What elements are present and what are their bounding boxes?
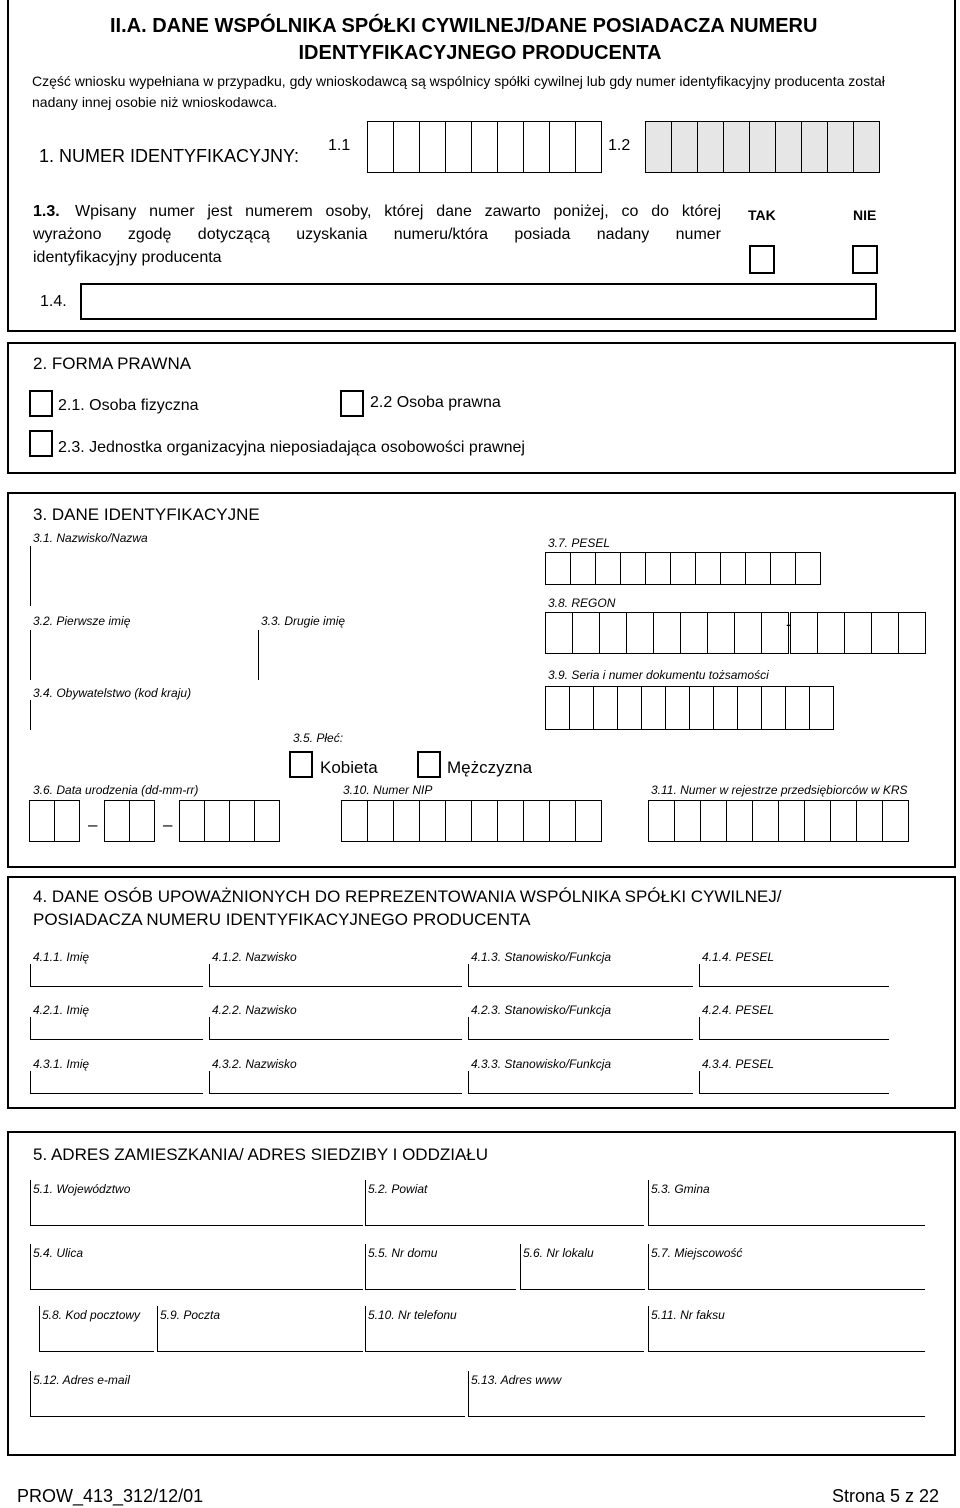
address-field-input-f510[interactable] <box>365 1306 644 1352</box>
representative-field-label: 4.3.4. PESEL <box>702 1057 775 1071</box>
field-divider <box>258 630 259 680</box>
kobieta-label: Kobieta <box>320 758 378 777</box>
krs-digit-cell[interactable] <box>752 800 779 842</box>
producer-id-digit-cell[interactable] <box>419 121 446 173</box>
consent-question-line3: identyfikacyjny producenta <box>33 249 222 266</box>
birth-date-digit-cell[interactable] <box>54 800 80 842</box>
pesel-digit-cell[interactable] <box>720 552 746 585</box>
representative-field-label: 4.1.2. Nazwisko <box>212 950 297 964</box>
address-field-label-f57: 5.7. Miejscowość <box>651 1246 743 1260</box>
address-field-input-f57[interactable] <box>648 1244 925 1290</box>
id-document-char-cell[interactable] <box>785 686 810 730</box>
id-document-char-cell[interactable] <box>689 686 714 730</box>
nip-digit-cell[interactable] <box>341 800 368 842</box>
field-1-4-label: 1.4. <box>40 293 67 310</box>
producer-id-digit-cell[interactable] <box>367 121 394 173</box>
address-field-input-f511[interactable] <box>648 1306 925 1352</box>
pesel-label: 3.7. PESEL <box>548 536 611 550</box>
representative-field-label: 4.2.2. Nazwisko <box>212 1003 297 1017</box>
regon-digit-cell[interactable] <box>680 612 708 654</box>
birth-date-digit-cell[interactable] <box>129 800 155 842</box>
producer-id-digit-cell[interactable] <box>853 121 880 173</box>
producer-id-part1-label: 1.1 <box>328 137 351 154</box>
birth-date-label: 3.6. Data urodzenia (dd-mm-rr) <box>33 783 199 797</box>
legal-person-checkbox[interactable] <box>340 390 364 417</box>
address-field-input-f51[interactable] <box>30 1180 363 1226</box>
tak-label: TAK <box>748 207 776 223</box>
kobieta-checkbox[interactable] <box>289 751 313 778</box>
section-a-description-line1: Część wniosku wypełniana w przypadku, gdy wnioskodawcą są wspólnicy spółki cywilnej lub gdy numer identyfikacyjny producenta został <box>32 73 885 89</box>
representative-field-label: 4.1.1. Imię <box>33 950 90 964</box>
section-5-title: 5. ADRES ZAMIESZKANIA/ ADRES SIEDZIBY I ODDZIAŁU <box>33 1145 489 1164</box>
birth-date-dash2: – <box>163 815 173 834</box>
first-name-label: 3.2. Pierwsze imię <box>33 614 131 628</box>
birth-date-digit-cell[interactable] <box>179 800 205 842</box>
regon-label: 3.8. REGON <box>548 596 616 610</box>
address-field-input-f58[interactable] <box>39 1306 154 1352</box>
nip-digit-cell[interactable] <box>367 800 394 842</box>
producer-id-digit-cell[interactable] <box>575 121 602 173</box>
birth-date-digit-cell[interactable] <box>29 800 55 842</box>
address-field-label-f510: 5.10. Nr telefonu <box>368 1308 457 1322</box>
citizenship-label: 3.4. Obywatelstwo (kod kraju) <box>33 686 192 700</box>
regon-digit-cell[interactable] <box>572 612 600 654</box>
consent-question-line1: Wpisany numer jest numerem osoby, której dane zawarto poniżej, co do której <box>75 203 721 220</box>
pesel-digit-cell[interactable] <box>770 552 796 585</box>
representative-field-input[interactable] <box>209 1017 210 1039</box>
birth-date-digit-cell[interactable] <box>254 800 280 842</box>
regon-digit-cell[interactable] <box>734 612 762 654</box>
second-name-label: 3.3. Drugie imię <box>261 614 346 628</box>
id-document-char-cell[interactable] <box>593 686 618 730</box>
id-document-char-cell[interactable] <box>545 686 570 730</box>
krs-digit-cell[interactable] <box>882 800 909 842</box>
id-document-char-cell[interactable] <box>617 686 642 730</box>
representative-field-label: 4.3.1. Imię <box>33 1057 90 1071</box>
section-4-title-line1: 4. DANE OSÓB UPOWAŻNIONYCH DO REPREZENTOWANIA WSPÓLNIKA SPÓŁKI CYWILNEJ/ <box>33 887 782 906</box>
surname-label: 3.1. Nazwisko/Nazwa <box>33 531 148 545</box>
field-underline <box>30 986 203 987</box>
regon-digit-cell[interactable] <box>844 612 872 654</box>
nip-label: 3.10. Numer NIP <box>343 783 433 797</box>
id-document-char-cell[interactable] <box>713 686 738 730</box>
consent-question-number <box>33 203 60 221</box>
form-code: PROW_413_312/12/01 <box>17 1486 204 1506</box>
mezczyzna-label: Mężczyzna <box>447 758 533 777</box>
address-field-input-f59[interactable] <box>157 1306 363 1352</box>
nip-digit-cell[interactable] <box>419 800 446 842</box>
pesel-digit-cell[interactable] <box>795 552 821 585</box>
natural-person-checkbox[interactable] <box>29 390 53 417</box>
krs-digit-cell[interactable] <box>856 800 883 842</box>
birth-date-dash1: – <box>88 815 98 834</box>
consent-question-line2: wyrażono zgodę dotyczącą uzyskania numeru/która posiada nadany numer <box>33 226 721 243</box>
address-field-label-f58: 5.8. Kod pocztowy <box>42 1308 141 1322</box>
representative-field-label: 4.2.4. PESEL <box>702 1003 775 1017</box>
address-field-label-f51: 5.1. Województwo <box>33 1182 131 1196</box>
organizational-unit-checkbox[interactable] <box>29 430 53 457</box>
representative-field-input[interactable] <box>30 964 31 986</box>
regon-digit-cell[interactable] <box>898 612 926 654</box>
representative-field-label: 4.3.2. Nazwisko <box>212 1057 297 1071</box>
nie-checkbox[interactable] <box>852 245 878 274</box>
id-document-char-cell[interactable] <box>641 686 666 730</box>
field-underline <box>468 1093 693 1094</box>
producer-id-digit-cell[interactable] <box>645 121 672 173</box>
producer-id-label: 1. NUMER IDENTYFIKACYJNY: <box>39 146 300 166</box>
field-underline <box>30 1093 203 1094</box>
field-underline <box>209 1039 462 1040</box>
representative-field-input[interactable] <box>699 964 700 986</box>
address-field-input-f55[interactable] <box>365 1244 516 1290</box>
address-field-input-f53[interactable] <box>648 1180 925 1226</box>
address-field-label-f55: 5.5. Nr domu <box>368 1246 438 1260</box>
page-number: Strona 5 z 22 <box>832 1486 940 1506</box>
address-field-input-f54[interactable] <box>30 1244 363 1290</box>
field-underline <box>468 1039 693 1040</box>
section-a-title-line1: II.A. DANE WSPÓLNIKA SPÓŁKI CYWILNEJ/DANE POSIADACZA NUMERU <box>110 15 818 37</box>
field-underline <box>468 986 693 987</box>
representative-field-label: 4.2.3. Stanowisko/Funkcja <box>471 1003 612 1017</box>
nip-digit-cell[interactable] <box>471 800 498 842</box>
field-underline <box>699 1039 889 1040</box>
nie-label: NIE <box>853 207 877 223</box>
birth-date-digit-cell[interactable] <box>104 800 130 842</box>
pesel-digit-cell[interactable] <box>545 552 571 585</box>
representative-field-input[interactable] <box>468 964 469 986</box>
representative-field-label: 4.2.1. Imię <box>33 1003 90 1017</box>
producer-id-digit-cell[interactable] <box>671 121 698 173</box>
representative-field-label: 4.1.4. PESEL <box>702 950 775 964</box>
krs-digit-cell[interactable] <box>648 800 675 842</box>
regon-digit-cell[interactable] <box>817 612 845 654</box>
producer-id-digit-cell[interactable] <box>497 121 524 173</box>
organizational-unit-label: 2.3. Jednostka organizacyjna nieposiadająca osobowości prawnej <box>58 439 525 456</box>
field-divider <box>30 630 31 680</box>
representative-field-input[interactable] <box>468 1071 469 1093</box>
regon-digit-cell[interactable] <box>626 612 654 654</box>
krs-label: 3.11. Numer w rejestrze przedsiębiorców w KRS <box>651 783 908 797</box>
section-a-description-line2: nadany innej osobie niż wnioskodawca. <box>32 94 278 110</box>
regon-digit-cell[interactable] <box>761 612 789 654</box>
regon-digit-cell[interactable] <box>707 612 735 654</box>
representative-field-label: 4.1.3. Stanowisko/Funkcja <box>471 950 612 964</box>
producer-id-digit-cell[interactable] <box>749 121 776 173</box>
address-field-input-f513[interactable] <box>468 1371 925 1417</box>
field-underline <box>209 986 462 987</box>
representative-field-input[interactable] <box>209 1071 210 1093</box>
representative-field-label: 4.3.3. Stanowisko/Funkcja <box>471 1057 612 1071</box>
id-document-char-cell[interactable] <box>737 686 762 730</box>
address-field-label-f59: 5.9. Poczta <box>160 1308 221 1322</box>
nip-digit-cell[interactable] <box>575 800 602 842</box>
regon-digit-cell[interactable] <box>871 612 899 654</box>
birth-date-digit-cell[interactable] <box>229 800 255 842</box>
pesel-digit-cell[interactable] <box>695 552 721 585</box>
mezczyzna-checkbox[interactable] <box>417 751 441 778</box>
natural-person-label: 2.1. Osoba fizyczna <box>58 397 199 414</box>
section-3-title: 3. DANE IDENTYFIKACYJNE <box>33 505 260 524</box>
producer-id-digit-cell[interactable] <box>723 121 750 173</box>
gender-label: 3.5. Płeć: <box>293 731 344 745</box>
pesel-digit-cell[interactable] <box>570 552 596 585</box>
address-field-input-f512[interactable] <box>30 1371 465 1417</box>
krs-digit-cell[interactable] <box>830 800 857 842</box>
pesel-digit-cell[interactable] <box>745 552 771 585</box>
pesel-digit-cell[interactable] <box>670 552 696 585</box>
producer-id-digit-cell[interactable] <box>471 121 498 173</box>
consent-number: 1.3. <box>33 203 60 220</box>
krs-digit-cell[interactable] <box>700 800 727 842</box>
nip-digit-cell[interactable] <box>497 800 524 842</box>
producer-id-part2-label: 1.2 <box>608 137 631 154</box>
field-divider <box>30 546 31 606</box>
address-field-label-f53: 5.3. Gmina <box>651 1182 710 1196</box>
representative-field-input[interactable] <box>30 1071 31 1093</box>
producer-id-digit-cell[interactable] <box>445 121 472 173</box>
address-field-label-f512: 5.12. Adres e-mail <box>33 1373 130 1387</box>
section-a-title-line2: IDENTYFIKACYJNEGO PRODUCENTA <box>298 42 662 64</box>
producer-id-digit-cell[interactable] <box>827 121 854 173</box>
representative-field-input[interactable] <box>30 1017 31 1039</box>
nip-digit-cell[interactable] <box>549 800 576 842</box>
nip-digit-cell[interactable] <box>523 800 550 842</box>
producer-id-digit-cell[interactable] <box>523 121 550 173</box>
address-field-label-f513: 5.13. Adres www <box>471 1373 562 1387</box>
regon-digit-cell[interactable] <box>599 612 627 654</box>
address-field-label-f56: 5.6. Nr lokalu <box>523 1246 594 1260</box>
field-underline <box>699 1093 889 1094</box>
regon-digit-cell[interactable] <box>545 612 573 654</box>
regon-dash: - <box>786 615 792 634</box>
address-field-label-f511: 5.11. Nr faksu <box>651 1308 725 1322</box>
field-underline <box>209 1093 462 1094</box>
representative-field-input[interactable] <box>699 1071 700 1093</box>
pesel-digit-cell[interactable] <box>595 552 621 585</box>
krs-digit-cell[interactable] <box>778 800 805 842</box>
representative-field-input[interactable] <box>468 1017 469 1039</box>
address-field-input-f56[interactable] <box>520 1244 645 1290</box>
nip-digit-cell[interactable] <box>393 800 420 842</box>
producer-id-digit-cell[interactable] <box>697 121 724 173</box>
id-document-char-cell[interactable] <box>665 686 690 730</box>
section-4-title-line2: POSIADACZA NUMERU IDENTYFIKACYJNEGO PRODUCENTA <box>33 910 531 929</box>
pesel-digit-cell[interactable] <box>645 552 671 585</box>
krs-digit-cell[interactable] <box>726 800 753 842</box>
birth-date-digit-cell[interactable] <box>204 800 230 842</box>
id-document-char-cell[interactable] <box>809 686 834 730</box>
representative-field-input[interactable] <box>209 964 210 986</box>
representative-field-input[interactable] <box>699 1017 700 1039</box>
id-document-label: 3.9. Seria i numer dokumentu tożsamości <box>548 668 769 682</box>
address-field-label-f54: 5.4. Ulica <box>33 1246 84 1260</box>
regon-digit-cell[interactable] <box>790 612 818 654</box>
pesel-digit-cell[interactable] <box>620 552 646 585</box>
producer-id-digit-cell[interactable] <box>549 121 576 173</box>
krs-digit-cell[interactable] <box>674 800 701 842</box>
legal-person-label: 2.2 Osoba prawna <box>370 394 501 411</box>
producer-id-digit-cell[interactable] <box>775 121 802 173</box>
id-document-char-cell[interactable] <box>569 686 594 730</box>
field-divider <box>30 700 31 730</box>
address-field-input-f52[interactable] <box>365 1180 644 1226</box>
producer-id-digit-cell[interactable] <box>393 121 420 173</box>
nip-digit-cell[interactable] <box>445 800 472 842</box>
section-2-title: 2. FORMA PRAWNA <box>33 354 192 373</box>
field-underline <box>699 986 889 987</box>
address-field-label-f52: 5.2. Powiat <box>368 1182 428 1196</box>
krs-digit-cell[interactable] <box>804 800 831 842</box>
field-underline <box>30 1039 203 1040</box>
id-document-char-cell[interactable] <box>761 686 786 730</box>
field-1-4-input[interactable] <box>80 283 877 320</box>
regon-digit-cell[interactable] <box>653 612 681 654</box>
tak-checkbox[interactable] <box>749 245 775 274</box>
producer-id-digit-cell[interactable] <box>801 121 828 173</box>
